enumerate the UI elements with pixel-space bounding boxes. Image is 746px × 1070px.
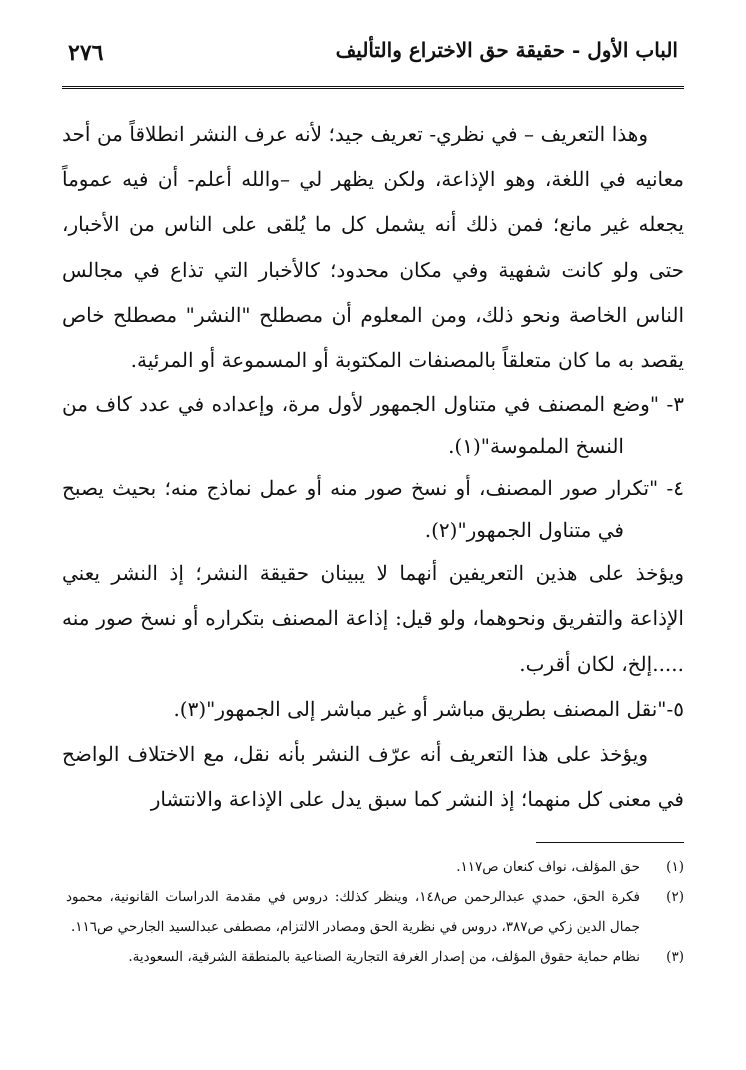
footnote-text: حق المؤلف، نواف كنعان ص١١٧. <box>456 859 640 875</box>
footnote <box>66 852 684 882</box>
running-header <box>62 28 684 89</box>
footnote <box>66 882 684 942</box>
page-number: ٢٧٦ <box>68 40 104 66</box>
definition-4: ٤- "تكرار صور المصنف، أو نسخ صور منه أو عمل نماذج منه؛ بحيث يصبح في متناول الجمهور"(٢). <box>62 476 684 543</box>
footnote-number: (١) <box>666 859 684 875</box>
paragraph-definition-critique: وهذا التعريف – في نظري- تعريف جيد؛ لأنه عرف النشر انطلاقاً من أحد معانيه في اللغة، وهو الإذاعة، ولكن يظهر لي –والله أعلم- أن فيه عموماً يجعله غير مانع؛ فمن ذلك أنه يشمل كل ما يُلقى على الناس من الأخبار، حتى ولو كانت شفهية وفي مكان محدود؛ كالأخبار التي تذاع في مجالس الناس الخاصة ونحو ذلك، ومن المعلوم أن مصطلح "النشر" مصطلح خاص يقصد به ما كان متعلقاً بالمصنفات المكتوبة أو المسموعة أو المرئية. <box>62 122 684 373</box>
footnote-text: فكرة الحق، حمدي عبدالرحمن ص١٤٨، وينظر كذلك: دروس في مقدمة الدراسات القانونية، محمود جمال الدين زكي ص٣٨٧، دروس في نظرية الحق ومصادر الالتزام، مصطفى عبدالسيد الجارحي ص١١٦. <box>66 889 640 935</box>
footnote-number: (٣) <box>666 949 684 965</box>
definition-5: ٥-"نقل المصنف بطريق مباشر أو غير مباشر إلى الجمهور"(٣). <box>173 696 684 721</box>
definition-3: ٣- "وضع المصنف في متناول الجمهور لأول مرة، وإعداده في عدد كاف من النسخ الملموسة"(١). <box>62 392 684 459</box>
footnote-number: (٢) <box>666 889 684 905</box>
footnotes <box>66 852 684 972</box>
footnote-separator <box>536 842 684 843</box>
paragraph-critique-3-4: ويؤخذ على هذين التعريفين أنهما لا يبينان حقيقة النشر؛ إذ النشر يعني الإذاعة والتفريق ونحوهما، ولو قيل: إذاعة المصنف بتكراره أو نسخ صور منه .....إلخ، لكان أقرب. <box>62 561 684 676</box>
footnote-text: نظام حماية حقوق المؤلف، من إصدار الغرفة التجارية الصناعية بالمنطقة الشرقية، السعودية. <box>128 949 640 965</box>
main-text <box>62 112 684 822</box>
footnote <box>66 942 684 972</box>
chapter-title: الباب الأول - حقيقة حق الاختراع والتأليف <box>335 38 678 62</box>
paragraph-critique-5: ويؤخذ على هذا التعريف أنه عرّف النشر بأنه نقل، مع الاختلاف الواضح في معنى كل منهما؛ إذ النشر كما سبق يدل على الإذاعة والانتشار <box>62 742 684 812</box>
